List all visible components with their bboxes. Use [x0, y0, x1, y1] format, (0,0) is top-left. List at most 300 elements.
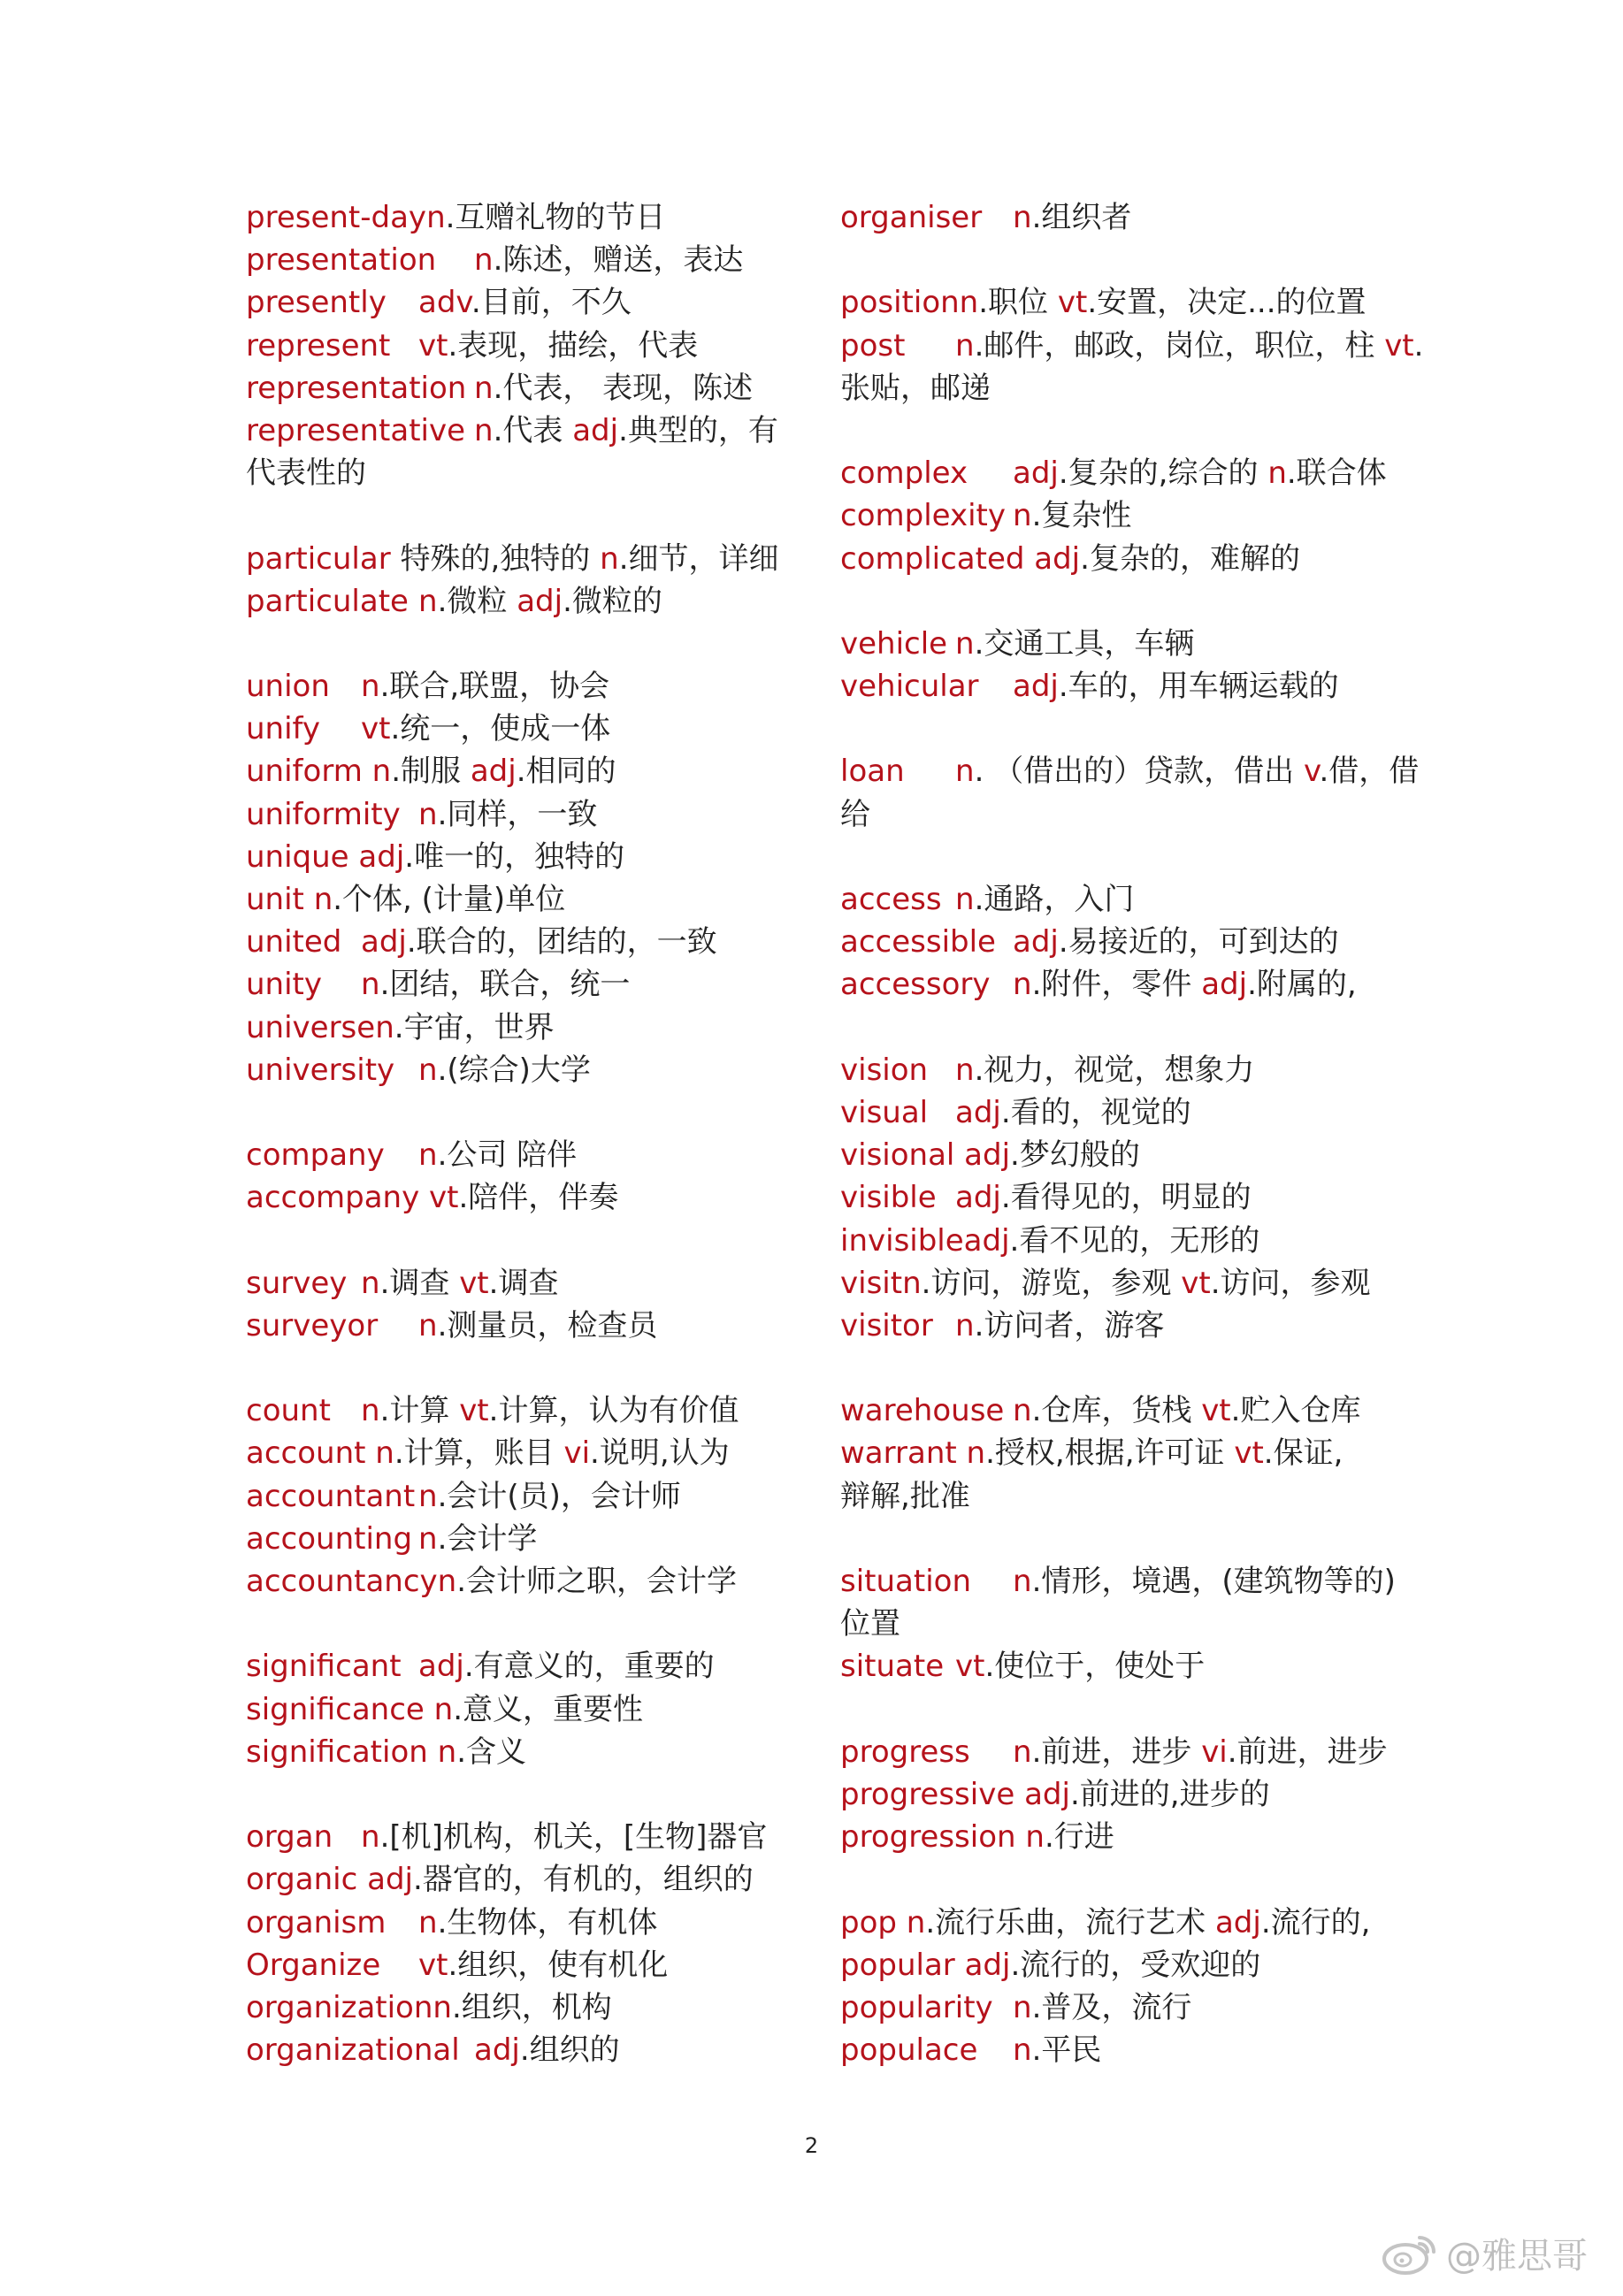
headword: count [246, 1393, 331, 1429]
definition: 张贴，邮递 [840, 370, 991, 406]
definition: .普及，流行 [1031, 1989, 1192, 2025]
entry-line [246, 2029, 821, 2071]
entry-line [840, 1560, 1415, 1603]
part-of-speech: vi [1201, 1733, 1228, 1770]
part-of-speech: n [375, 1009, 394, 1045]
entry-line [246, 1432, 821, 1474]
definition [363, 754, 372, 789]
blank-line [246, 1603, 821, 1645]
entry-line [246, 1518, 821, 1560]
part-of-speech: n [959, 285, 979, 321]
definition: .访问，游览，参观 [921, 1265, 1182, 1301]
entry-line [840, 2029, 1415, 2071]
definition: .团结，联合，统一 [379, 967, 631, 1003]
definition: .目前，不久 [471, 285, 632, 321]
definition: .有意义的，重要的 [463, 1649, 715, 1685]
part-of-speech: adj [358, 838, 405, 875]
entry-line [246, 1902, 821, 1944]
definition: .流行乐曲，流行艺术 [925, 1904, 1215, 1940]
blank-line [246, 1347, 821, 1389]
part-of-speech: n [1013, 1564, 1032, 1599]
part-of-speech: n [313, 882, 333, 917]
part-of-speech: n [955, 754, 975, 790]
headword: invisible [840, 1222, 964, 1259]
definition [1014, 1777, 1024, 1812]
part-of-speech: adj [963, 1222, 1010, 1259]
part-of-speech: adj [1034, 540, 1081, 577]
entry-line [246, 239, 821, 281]
headword: unity [246, 967, 322, 1003]
definition [304, 882, 314, 917]
part-of-speech: n [418, 1052, 438, 1088]
part-of-speech: n [1013, 2032, 1032, 2069]
definition: .(综合)大学 [437, 1052, 591, 1088]
headword: presentation [246, 242, 437, 279]
headword: Organize [246, 1947, 381, 1983]
part-of-speech: n [955, 625, 975, 662]
definition: .器官的，有机的，组织的 [412, 1862, 754, 1898]
headword: represent [246, 327, 391, 364]
entry-line [246, 1688, 821, 1731]
part-of-speech: n [474, 370, 494, 406]
headword: pop [840, 1904, 897, 1940]
entry-line [840, 452, 1415, 494]
entry-line [246, 1560, 821, 1603]
part-of-speech: adj [1024, 1776, 1070, 1812]
right-column [840, 196, 1424, 2071]
entry-line [840, 963, 1415, 1006]
entry-line [246, 1858, 821, 1901]
entry-line [840, 1986, 1415, 2029]
entry-line [840, 1389, 1415, 1432]
definition: .唯一的，独特的 [404, 838, 625, 875]
definition: .会计学 [437, 1520, 538, 1557]
definition: .借，借 [1319, 754, 1420, 790]
entry-line [840, 494, 1415, 537]
entry-line [246, 793, 821, 836]
definition: .使位于，使处于 [984, 1649, 1206, 1685]
part-of-speech: n [361, 967, 380, 1003]
entry-line [840, 1773, 1415, 1816]
definition: .梦幻般的 [1010, 1137, 1140, 1174]
part-of-speech: vi [563, 1435, 591, 1472]
part-of-speech: n [433, 1691, 454, 1727]
headword: account [246, 1435, 366, 1472]
part-of-speech: vt [418, 1947, 448, 1983]
definition: .宇宙，世界 [394, 1009, 555, 1045]
blank-line [246, 623, 821, 665]
definition: .车的，用车辆运载的 [1058, 669, 1339, 705]
definition: .邮件，邮政，岗位，职位，柱 [974, 327, 1385, 364]
entry-line [840, 281, 1415, 324]
definition: .组织，使有机化 [448, 1947, 669, 1983]
part-of-speech: n [426, 200, 446, 235]
page-number: 2 [804, 2133, 819, 2158]
part-of-speech: adj [955, 1180, 1001, 1216]
entry-line [246, 921, 821, 963]
headword: access [840, 882, 942, 917]
entry-line [246, 1475, 821, 1518]
headword: complicated [840, 540, 1025, 577]
headword: progress [840, 1733, 970, 1770]
definition: .联合,联盟，协会 [379, 669, 610, 705]
blank-line [840, 409, 1415, 452]
definition: .说明,认为 [590, 1435, 730, 1472]
part-of-speech: adj [1201, 967, 1248, 1003]
entry-line [246, 1262, 821, 1305]
definition: .看的，视觉的 [1000, 1094, 1191, 1130]
part-of-speech: n [902, 1265, 922, 1301]
part-of-speech: n [906, 1904, 926, 1940]
headword: particular [246, 540, 391, 577]
part-of-speech: n [474, 412, 494, 448]
part-of-speech: n [433, 1989, 452, 2025]
part-of-speech: adj [1214, 1904, 1261, 1940]
headword: populace [840, 2032, 978, 2069]
definition: .访问，参观 [1210, 1265, 1371, 1301]
part-of-speech: vt [1234, 1435, 1264, 1472]
definition: .前进，进步 [1227, 1733, 1388, 1770]
definition: .仓库，货栈 [1031, 1393, 1202, 1429]
headword: particulate [246, 583, 409, 619]
definition [349, 839, 359, 875]
definition [365, 1435, 375, 1471]
part-of-speech: adj [1013, 669, 1059, 705]
part-of-speech: n [361, 1819, 380, 1856]
definition: .同样，一致 [437, 796, 598, 832]
entry-line [246, 1134, 821, 1176]
headword: university [246, 1052, 395, 1088]
part-of-speech: vt [459, 1265, 489, 1301]
definition: 位置 [840, 1606, 900, 1642]
headword: present-day [246, 200, 427, 235]
part-of-speech: adj [474, 2032, 520, 2069]
entry-line [246, 836, 821, 878]
part-of-speech: n [437, 1733, 457, 1770]
entry-line [840, 1603, 1415, 1645]
part-of-speech: adv [418, 285, 471, 321]
headword: visitor [840, 1307, 933, 1343]
definition: .易接近的，可到达的 [1058, 924, 1339, 960]
headword: organ [246, 1819, 333, 1856]
definition [357, 1862, 367, 1897]
definition: . [1413, 327, 1424, 364]
watermark-text: @雅思哥 [1446, 2236, 1588, 2277]
definition: .测量员，检查员 [437, 1307, 658, 1343]
part-of-speech: vt [1384, 327, 1414, 364]
headword: universe [246, 1009, 376, 1045]
headword: visit [840, 1265, 903, 1301]
definition: .贮入仓库 [1230, 1393, 1361, 1429]
part-of-speech: adj [361, 924, 407, 960]
part-of-speech: n [1013, 200, 1032, 235]
definition: .相同的 [516, 754, 616, 790]
blank-line [840, 836, 1415, 878]
headword: vision [840, 1052, 929, 1088]
entry-line [840, 793, 1415, 836]
headword: organization [246, 1989, 433, 2025]
definition: .制服 [391, 754, 471, 790]
headword: visional [840, 1137, 955, 1174]
weibo-icon [1381, 2231, 1437, 2277]
definition: .附件，零件 [1031, 967, 1202, 1003]
definition: .联合体 [1286, 455, 1387, 492]
headword: complexity [840, 498, 1006, 534]
definition: .代表， 表现，陈述 [493, 370, 754, 406]
part-of-speech: n [418, 1904, 438, 1940]
entry-line [246, 708, 821, 750]
definition: .陈述，赠送，表达 [493, 242, 744, 279]
definition [419, 1180, 429, 1215]
headword: complex [840, 455, 968, 492]
definition [955, 1948, 965, 1983]
definition: .典型的，有 [618, 412, 778, 448]
part-of-speech: n [418, 1478, 438, 1514]
blank-line [246, 1091, 821, 1134]
part-of-speech: adj [964, 1947, 1011, 1983]
entry-line [840, 1262, 1415, 1305]
entry-line [840, 1816, 1415, 1858]
entry-line [840, 1176, 1415, 1219]
part-of-speech: adj [964, 1137, 1011, 1174]
definition: .微粒的 [563, 583, 662, 619]
definition: .组织者 [1031, 200, 1132, 235]
part-of-speech: n [418, 796, 438, 832]
part-of-speech: n [1013, 967, 1032, 1003]
headword: surveyor [246, 1307, 379, 1343]
definition: .通路，入门 [974, 882, 1135, 917]
entry-line [246, 1305, 821, 1347]
headword: vehicular [840, 669, 979, 705]
part-of-speech: n [1025, 1819, 1045, 1856]
headword: unique [246, 838, 349, 875]
entry-line [840, 196, 1415, 239]
definition: .个体, (计量)单位 [333, 882, 566, 917]
entry-line [840, 1731, 1415, 1773]
blank-line [246, 1220, 821, 1262]
headword: warrant [840, 1435, 957, 1472]
entry-line [840, 1220, 1415, 1262]
definition: .联合的，团结的，一致 [406, 924, 717, 960]
part-of-speech: n [966, 1435, 986, 1472]
definition [1024, 541, 1034, 577]
entry-line [246, 1816, 821, 1858]
definition: .计算，认为有价值 [488, 1393, 739, 1429]
part-of-speech: adj [367, 1862, 413, 1898]
headword: presently [246, 285, 387, 321]
entry-line [246, 665, 821, 708]
definition: 代表性的 [246, 455, 366, 492]
entry-line [840, 538, 1415, 580]
headword: organiser [840, 200, 983, 235]
entry-line [246, 1006, 821, 1049]
entry-line [246, 1389, 821, 1432]
entry-line [246, 750, 821, 792]
definition: .微粒 [437, 583, 517, 619]
headword: vehicle [840, 625, 948, 662]
entry-line [246, 196, 821, 239]
definition: .看不见的，无形的 [1009, 1222, 1260, 1259]
definition: .计算，账目 [394, 1435, 564, 1472]
part-of-speech: n [955, 327, 975, 364]
definition: .情形，境遇，(建筑物等的) [1031, 1564, 1396, 1599]
headword: unit [246, 882, 304, 917]
definition: .代表 [493, 412, 573, 448]
entry-line [246, 1731, 821, 1773]
headword: progressive [840, 1776, 1015, 1812]
headword: organizational [246, 2032, 460, 2069]
definition: .调查 [379, 1265, 460, 1301]
headword: uniform [246, 754, 363, 790]
entry-line [246, 878, 821, 921]
entry-line [246, 538, 821, 580]
entry-line [246, 409, 821, 452]
headword: accompany [246, 1180, 420, 1216]
definition [428, 1734, 438, 1770]
entry-line [840, 665, 1415, 708]
part-of-speech: adj [955, 1094, 1001, 1130]
entry-line [246, 963, 821, 1006]
definition: .公司 陪伴 [437, 1137, 578, 1174]
definition: .计算 [379, 1393, 460, 1429]
definition: .含义 [456, 1733, 526, 1770]
definition: .前进的,进步的 [1069, 1776, 1270, 1812]
definition: .交通工具，车辆 [974, 625, 1195, 662]
part-of-speech: adj [1013, 924, 1059, 960]
entry-line [840, 750, 1420, 792]
headword: union [246, 669, 330, 705]
part-of-speech: adj [470, 754, 517, 790]
definition: .会计师之职，会计学 [456, 1564, 738, 1599]
definition: .流行的，受欢迎的 [1010, 1947, 1261, 1983]
headword: significance [246, 1691, 425, 1727]
headword: representation [246, 370, 467, 406]
part-of-speech: adj [1013, 455, 1059, 492]
definition: 给 [840, 796, 870, 832]
definition: .视力，视觉，想象力 [974, 1052, 1255, 1088]
headword: unify [246, 711, 321, 747]
headword: survey [246, 1265, 348, 1301]
definition: .复杂的，难解的 [1080, 540, 1300, 577]
headword: uniformity [246, 796, 401, 832]
blank-line [840, 239, 1415, 281]
part-of-speech: vt [418, 327, 448, 364]
entry-line [840, 1902, 1415, 1944]
entry-line [840, 1305, 1415, 1347]
headword: organism [246, 1904, 387, 1940]
definition: .表现，描绘，代表 [448, 327, 699, 364]
definition: .生物体，有机体 [437, 1904, 658, 1940]
blank-line [246, 1773, 821, 1816]
entry-line [840, 878, 1415, 921]
part-of-speech: adj [572, 412, 619, 448]
definition: .附属的, [1247, 967, 1357, 1003]
entry-line [840, 921, 1415, 963]
entry-line [246, 1176, 821, 1219]
definition: 辩解,批准 [840, 1478, 970, 1514]
headword: situate [840, 1649, 945, 1685]
definition: .保证, [1263, 1435, 1344, 1472]
definition: .访问者，游客 [974, 1307, 1165, 1343]
entry-line [840, 1049, 1415, 1091]
definition [1016, 1819, 1026, 1855]
left-column [246, 196, 821, 2071]
part-of-speech: n [474, 242, 494, 279]
headword: visual [840, 1094, 929, 1130]
part-of-speech: n [375, 1435, 394, 1472]
headword: accountancy [246, 1564, 438, 1599]
definition: .互赠礼物的节日 [445, 200, 666, 235]
headword: popularity [840, 1989, 993, 2025]
entry-line [246, 580, 821, 623]
headword: company [246, 1137, 385, 1174]
definition [897, 1905, 907, 1940]
definition: .意义，重要性 [453, 1691, 644, 1727]
entry-line [246, 1049, 821, 1091]
part-of-speech: vt [955, 1649, 985, 1685]
part-of-speech: vt [361, 711, 391, 747]
headword: position [840, 285, 960, 321]
headword: post [840, 327, 906, 364]
definition: .调查 [488, 1265, 559, 1301]
definition: .统一，使成一体 [390, 711, 611, 747]
definition: .流行的, [1260, 1904, 1371, 1940]
definition: .授权,根据,许可证 [985, 1435, 1235, 1472]
part-of-speech: vt [1181, 1265, 1211, 1301]
headword: accessible [840, 924, 996, 960]
headword: united [246, 924, 342, 960]
part-of-speech: vt [459, 1393, 489, 1429]
headword: accessory [840, 967, 991, 1003]
entry-line [246, 1944, 821, 1986]
definition: .[机]机构，机关，[生物]器官 [379, 1819, 768, 1856]
part-of-speech: vt [1201, 1393, 1231, 1429]
blank-line [840, 580, 1415, 623]
headword: loan [840, 754, 905, 790]
entry-line [840, 1432, 1415, 1474]
headword: accounting [246, 1520, 413, 1557]
definition: .会计(员)，会计师 [437, 1478, 681, 1514]
blank-line [840, 1518, 1415, 1560]
part-of-speech: n [955, 882, 975, 917]
entry-line [246, 1986, 821, 2029]
entry-line [840, 623, 1415, 665]
part-of-speech: n [1013, 498, 1032, 534]
entry-line [246, 281, 821, 324]
definition [425, 1692, 434, 1727]
part-of-speech: v [1304, 754, 1320, 790]
blank-line [840, 1858, 1415, 1901]
part-of-speech: adj [418, 1649, 464, 1685]
definition: .复杂的,综合的 [1058, 455, 1268, 492]
entry-line [840, 1944, 1415, 1986]
entry-line [840, 1645, 1415, 1688]
part-of-speech: n [361, 669, 380, 705]
part-of-speech: n [418, 1137, 438, 1174]
entry-line [840, 325, 1424, 367]
entry-line [840, 1134, 1415, 1176]
blank-line [840, 708, 1415, 750]
definition: .行进 [1044, 1819, 1114, 1856]
part-of-speech: adj [517, 583, 563, 619]
definition: .陪伴，伴奏 [458, 1180, 619, 1216]
definition: .平民 [1031, 2032, 1102, 2069]
part-of-speech: n [418, 583, 438, 619]
headword: visible [840, 1180, 937, 1216]
part-of-speech: n [361, 1393, 380, 1429]
part-of-speech: n [955, 1052, 975, 1088]
definition: . （借出的）贷款，借出 [974, 754, 1304, 790]
